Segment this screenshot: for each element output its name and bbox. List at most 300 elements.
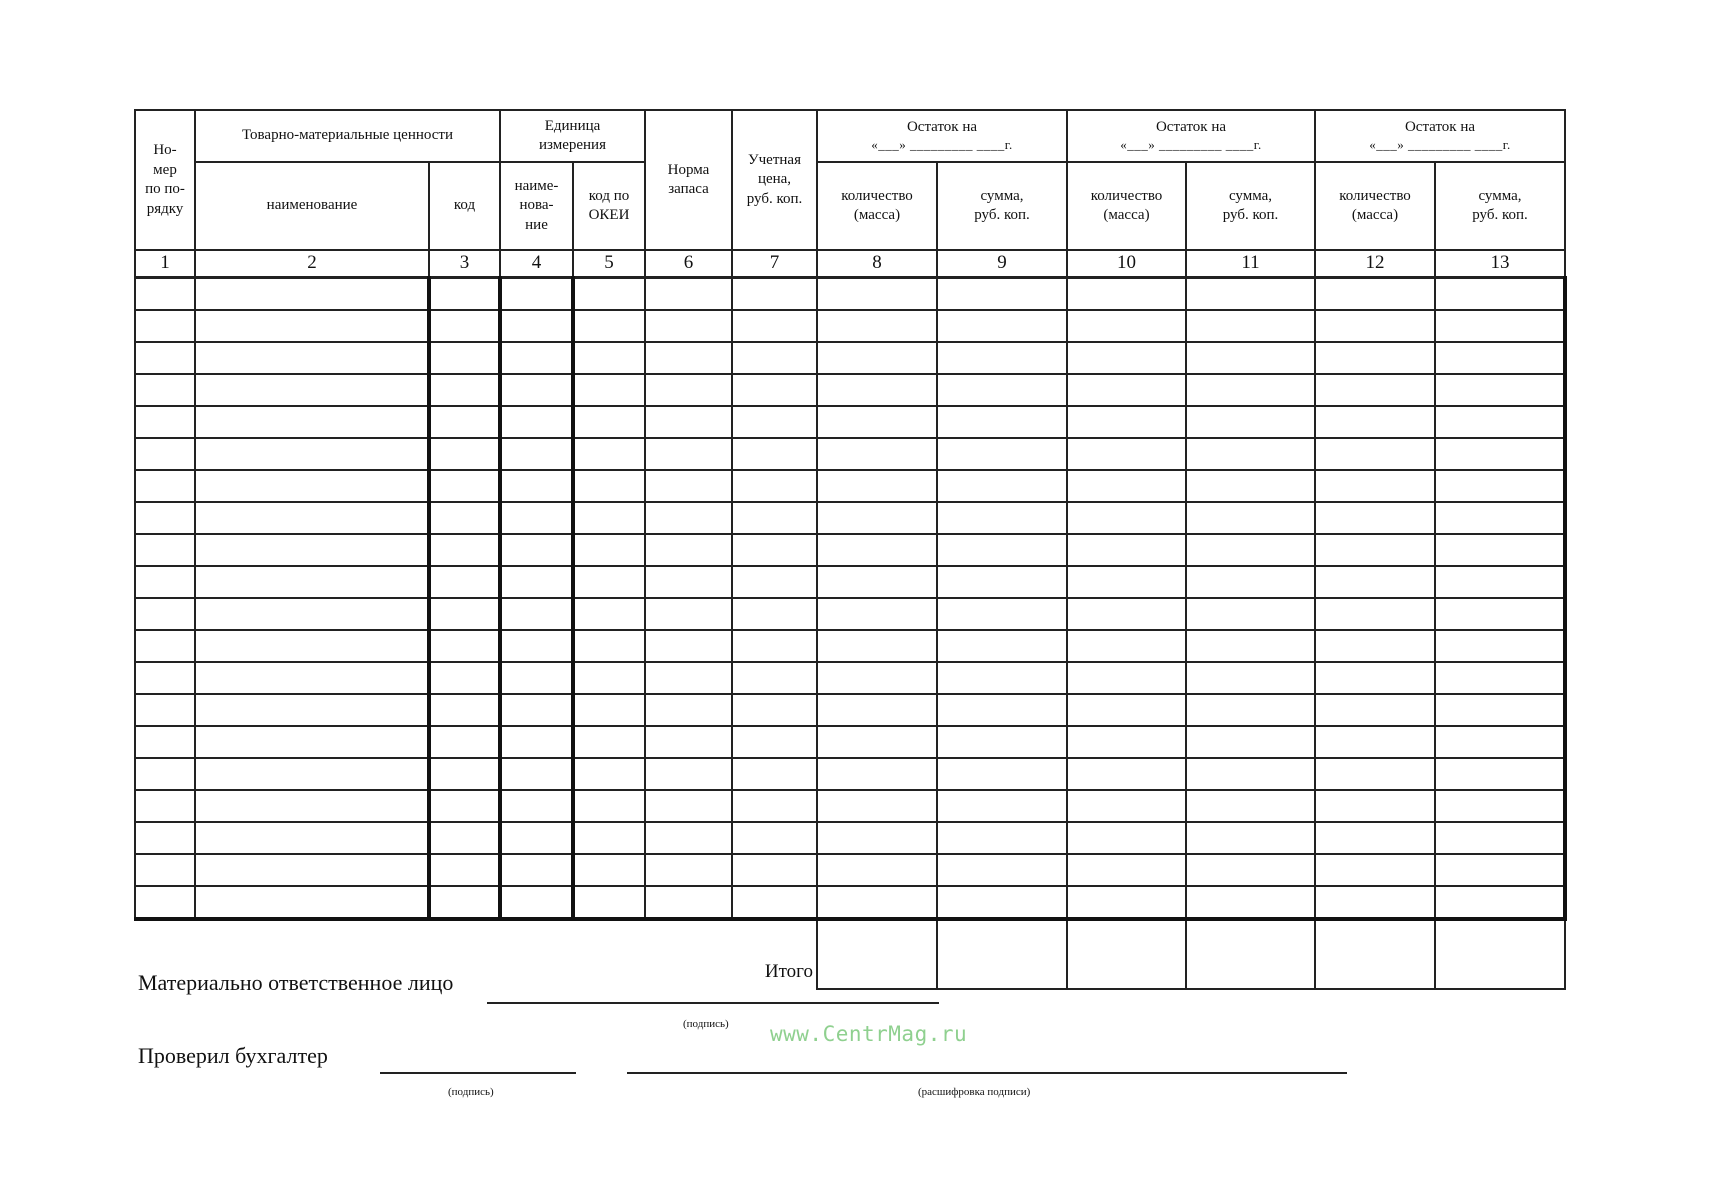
table-cell[interactable] bbox=[645, 886, 732, 919]
table-cell[interactable] bbox=[732, 278, 817, 311]
table-cell[interactable] bbox=[645, 374, 732, 406]
header-balance-1 bbox=[817, 110, 1067, 162]
table-cell[interactable] bbox=[573, 662, 645, 694]
table-cell[interactable] bbox=[135, 438, 195, 470]
header-balance-2 bbox=[1067, 110, 1315, 162]
table-cell[interactable] bbox=[645, 662, 732, 694]
table-cell[interactable] bbox=[817, 534, 937, 566]
table-cell[interactable] bbox=[500, 790, 573, 822]
table-cell[interactable] bbox=[429, 438, 500, 470]
table-cell[interactable] bbox=[645, 342, 732, 374]
table-cell[interactable] bbox=[937, 566, 1067, 598]
total-cell[interactable] bbox=[937, 919, 1067, 989]
balance-2-title: Остаток на bbox=[1155, 118, 1227, 135]
table-cell[interactable] bbox=[429, 790, 500, 822]
table-cell[interactable] bbox=[1067, 278, 1186, 311]
table-cell[interactable] bbox=[135, 374, 195, 406]
table-row bbox=[135, 630, 1565, 662]
table-cell[interactable] bbox=[1067, 726, 1186, 758]
table-cell[interactable] bbox=[1186, 598, 1315, 630]
table-cell[interactable] bbox=[732, 438, 817, 470]
header-price: Учетная цена, руб. коп. bbox=[732, 110, 817, 250]
table-cell[interactable] bbox=[937, 470, 1067, 502]
table-cell[interactable] bbox=[1315, 630, 1435, 662]
table-cell[interactable] bbox=[195, 662, 429, 694]
table-row bbox=[135, 694, 1565, 726]
table-cell[interactable] bbox=[1435, 854, 1565, 886]
table-cell[interactable] bbox=[817, 310, 937, 342]
table-cell[interactable] bbox=[732, 790, 817, 822]
table-cell[interactable] bbox=[500, 438, 573, 470]
column-number: 7 bbox=[732, 250, 817, 278]
table-cell[interactable] bbox=[1435, 342, 1565, 374]
table-cell[interactable] bbox=[135, 470, 195, 502]
table-cell[interactable] bbox=[645, 630, 732, 662]
table-cell[interactable] bbox=[1315, 822, 1435, 854]
table-cell[interactable] bbox=[500, 342, 573, 374]
table-cell[interactable] bbox=[732, 406, 817, 438]
table-cell[interactable] bbox=[645, 598, 732, 630]
total-cell[interactable] bbox=[1186, 919, 1315, 989]
table-cell[interactable] bbox=[645, 470, 732, 502]
table-cell[interactable] bbox=[195, 790, 429, 822]
table-cell[interactable] bbox=[937, 406, 1067, 438]
table-cell[interactable] bbox=[1186, 438, 1315, 470]
table-cell[interactable] bbox=[645, 406, 732, 438]
table-cell[interactable] bbox=[817, 470, 937, 502]
table-cell[interactable] bbox=[1435, 726, 1565, 758]
table-cell[interactable] bbox=[573, 854, 645, 886]
table-cell[interactable] bbox=[732, 566, 817, 598]
table-cell[interactable] bbox=[1315, 854, 1435, 886]
table-cell[interactable] bbox=[500, 566, 573, 598]
table-cell[interactable] bbox=[1315, 278, 1435, 311]
table-cell[interactable] bbox=[1315, 886, 1435, 919]
total-cell[interactable] bbox=[1067, 919, 1186, 989]
table-cell[interactable] bbox=[1315, 374, 1435, 406]
table-cell[interactable] bbox=[135, 406, 195, 438]
table-cell[interactable] bbox=[732, 534, 817, 566]
table-cell[interactable] bbox=[429, 630, 500, 662]
table-cell[interactable] bbox=[573, 502, 645, 534]
table-cell[interactable] bbox=[195, 822, 429, 854]
table-cell[interactable] bbox=[1315, 726, 1435, 758]
table-row bbox=[135, 886, 1565, 919]
table-cell[interactable] bbox=[645, 726, 732, 758]
table-cell[interactable] bbox=[500, 470, 573, 502]
table-cell[interactable] bbox=[1067, 758, 1186, 790]
table-cell[interactable] bbox=[500, 502, 573, 534]
table-cell[interactable] bbox=[135, 758, 195, 790]
table-cell[interactable] bbox=[573, 534, 645, 566]
table-cell[interactable] bbox=[817, 566, 937, 598]
table-cell[interactable] bbox=[645, 822, 732, 854]
table-cell[interactable] bbox=[817, 790, 937, 822]
table-cell[interactable] bbox=[937, 662, 1067, 694]
table-cell[interactable] bbox=[195, 598, 429, 630]
table-cell[interactable] bbox=[817, 278, 937, 311]
table-cell[interactable] bbox=[573, 406, 645, 438]
table-cell[interactable] bbox=[1315, 438, 1435, 470]
table-cell[interactable] bbox=[135, 854, 195, 886]
table-cell[interactable] bbox=[429, 310, 500, 342]
table-cell[interactable] bbox=[429, 758, 500, 790]
table-cell[interactable] bbox=[429, 726, 500, 758]
table-cell[interactable] bbox=[1315, 662, 1435, 694]
table-cell[interactable] bbox=[429, 534, 500, 566]
table-cell[interactable] bbox=[937, 726, 1067, 758]
table-cell[interactable] bbox=[817, 726, 937, 758]
table-cell[interactable] bbox=[573, 374, 645, 406]
table-cell[interactable] bbox=[817, 502, 937, 534]
table-cell[interactable] bbox=[1435, 662, 1565, 694]
table-cell[interactable] bbox=[1067, 342, 1186, 374]
table-cell[interactable] bbox=[500, 886, 573, 919]
table-cell[interactable] bbox=[732, 662, 817, 694]
table-cell[interactable] bbox=[429, 374, 500, 406]
table-cell[interactable] bbox=[1067, 502, 1186, 534]
table-cell[interactable] bbox=[1435, 566, 1565, 598]
table-row bbox=[135, 310, 1565, 342]
table-cell[interactable] bbox=[1186, 758, 1315, 790]
table-cell[interactable] bbox=[1315, 502, 1435, 534]
table-cell[interactable] bbox=[573, 694, 645, 726]
table-cell[interactable] bbox=[1186, 406, 1315, 438]
table-cell[interactable] bbox=[429, 278, 500, 311]
column-number: 9 bbox=[937, 250, 1067, 278]
table-cell[interactable] bbox=[500, 310, 573, 342]
table-cell[interactable] bbox=[573, 438, 645, 470]
table-cell[interactable] bbox=[937, 374, 1067, 406]
header-unit-name: наиме- нова- ние bbox=[500, 162, 573, 250]
header-row-number: Но- мер по по- рядку bbox=[135, 110, 195, 250]
table-cell[interactable] bbox=[732, 470, 817, 502]
table-cell[interactable] bbox=[732, 854, 817, 886]
table-cell[interactable] bbox=[195, 854, 429, 886]
table-cell[interactable] bbox=[500, 406, 573, 438]
table-cell[interactable] bbox=[573, 278, 645, 311]
table-row bbox=[135, 342, 1565, 374]
table-cell[interactable] bbox=[1186, 790, 1315, 822]
table-cell[interactable] bbox=[937, 310, 1067, 342]
table-cell[interactable] bbox=[1186, 694, 1315, 726]
table-cell[interactable] bbox=[1067, 886, 1186, 919]
table-cell[interactable] bbox=[500, 598, 573, 630]
table-cell[interactable] bbox=[732, 694, 817, 726]
table-cell[interactable] bbox=[135, 566, 195, 598]
header-amount-1: сумма, руб. коп. bbox=[937, 162, 1067, 250]
table-cell[interactable] bbox=[1067, 374, 1186, 406]
table-cell[interactable] bbox=[937, 534, 1067, 566]
table-cell[interactable] bbox=[645, 694, 732, 726]
table-cell[interactable] bbox=[645, 438, 732, 470]
table-cell[interactable] bbox=[573, 470, 645, 502]
table-cell[interactable] bbox=[1315, 534, 1435, 566]
total-cell[interactable] bbox=[1435, 919, 1565, 989]
table-cell[interactable] bbox=[1315, 342, 1435, 374]
table-cell[interactable] bbox=[195, 406, 429, 438]
table-cell[interactable] bbox=[937, 694, 1067, 726]
table-cell[interactable] bbox=[1186, 502, 1315, 534]
table-cell[interactable] bbox=[573, 758, 645, 790]
header-stock-norm: Норма запаса bbox=[645, 110, 732, 250]
table-cell[interactable] bbox=[1435, 598, 1565, 630]
header-amount-3: сумма, руб. коп. bbox=[1435, 162, 1565, 250]
table-cell[interactable] bbox=[817, 694, 937, 726]
table-cell[interactable] bbox=[1067, 534, 1186, 566]
table-cell[interactable] bbox=[937, 278, 1067, 311]
table-cell[interactable] bbox=[429, 470, 500, 502]
table-row bbox=[135, 566, 1565, 598]
table-cell[interactable] bbox=[195, 726, 429, 758]
table-cell[interactable] bbox=[573, 790, 645, 822]
table-cell[interactable] bbox=[645, 502, 732, 534]
table-cell[interactable] bbox=[195, 278, 429, 311]
table-cell[interactable] bbox=[135, 790, 195, 822]
accountant-signature-line[interactable] bbox=[380, 1072, 576, 1074]
table-cell[interactable] bbox=[1315, 470, 1435, 502]
table-cell[interactable] bbox=[1186, 854, 1315, 886]
table-cell[interactable] bbox=[1435, 886, 1565, 919]
table-cell[interactable] bbox=[195, 374, 429, 406]
table-cell[interactable] bbox=[732, 726, 817, 758]
table-cell[interactable] bbox=[429, 822, 500, 854]
table-cell[interactable] bbox=[573, 822, 645, 854]
table-cell[interactable] bbox=[1067, 598, 1186, 630]
table-cell[interactable] bbox=[645, 534, 732, 566]
table-cell[interactable] bbox=[1067, 310, 1186, 342]
table-cell[interactable] bbox=[135, 310, 195, 342]
table-cell[interactable] bbox=[937, 886, 1067, 919]
table-cell[interactable] bbox=[195, 758, 429, 790]
table-cell[interactable] bbox=[937, 790, 1067, 822]
header-goods-group: Товарно-материальные ценности bbox=[195, 110, 500, 162]
table-cell[interactable] bbox=[817, 630, 937, 662]
table-cell[interactable] bbox=[937, 598, 1067, 630]
table-cell[interactable] bbox=[1067, 822, 1186, 854]
table-row bbox=[135, 662, 1565, 694]
table-cell[interactable] bbox=[429, 598, 500, 630]
table-cell[interactable] bbox=[1315, 758, 1435, 790]
total-spacer bbox=[573, 919, 645, 989]
table-cell[interactable] bbox=[1186, 662, 1315, 694]
table-cell[interactable] bbox=[817, 758, 937, 790]
table-cell[interactable] bbox=[135, 822, 195, 854]
table-cell[interactable] bbox=[195, 310, 429, 342]
table-cell[interactable] bbox=[645, 566, 732, 598]
table-cell[interactable] bbox=[195, 886, 429, 919]
table-cell[interactable] bbox=[1186, 374, 1315, 406]
responsible-signature-caption: (подпись) bbox=[683, 1018, 729, 1030]
table-cell[interactable] bbox=[1435, 374, 1565, 406]
table-cell[interactable] bbox=[135, 726, 195, 758]
table-cell[interactable] bbox=[573, 598, 645, 630]
table-cell[interactable] bbox=[817, 598, 937, 630]
table-cell[interactable] bbox=[573, 726, 645, 758]
table-cell[interactable] bbox=[500, 630, 573, 662]
table-cell[interactable] bbox=[1435, 406, 1565, 438]
table-cell[interactable] bbox=[1186, 342, 1315, 374]
table-cell[interactable] bbox=[1435, 438, 1565, 470]
table-cell[interactable] bbox=[573, 310, 645, 342]
table-cell[interactable] bbox=[429, 502, 500, 534]
table-cell[interactable] bbox=[195, 694, 429, 726]
table-cell[interactable] bbox=[732, 598, 817, 630]
table-cell[interactable] bbox=[1186, 534, 1315, 566]
table-cell[interactable] bbox=[732, 374, 817, 406]
table-cell[interactable] bbox=[500, 726, 573, 758]
table-cell[interactable] bbox=[1186, 278, 1315, 311]
table-cell[interactable] bbox=[1435, 630, 1565, 662]
table-cell[interactable] bbox=[135, 598, 195, 630]
table-cell[interactable] bbox=[817, 374, 937, 406]
table-cell[interactable] bbox=[1315, 566, 1435, 598]
table-cell[interactable] bbox=[732, 342, 817, 374]
table-cell[interactable] bbox=[1435, 758, 1565, 790]
table-cell[interactable] bbox=[500, 534, 573, 566]
column-number: 2 bbox=[195, 250, 429, 278]
table-cell[interactable] bbox=[135, 662, 195, 694]
table-cell[interactable] bbox=[1315, 310, 1435, 342]
table-cell[interactable] bbox=[937, 342, 1067, 374]
accountant-signature-caption: (подпись) bbox=[448, 1086, 494, 1098]
table-cell[interactable] bbox=[817, 406, 937, 438]
table-cell[interactable] bbox=[732, 630, 817, 662]
table-cell[interactable] bbox=[195, 534, 429, 566]
balance-1-date: «___» _________ ____г. bbox=[871, 137, 1013, 153]
table-cell[interactable] bbox=[645, 758, 732, 790]
table-cell[interactable] bbox=[573, 342, 645, 374]
table-cell[interactable] bbox=[937, 758, 1067, 790]
table-cell[interactable] bbox=[732, 502, 817, 534]
table-cell[interactable] bbox=[937, 630, 1067, 662]
table-cell[interactable] bbox=[1067, 470, 1186, 502]
table-cell[interactable] bbox=[195, 566, 429, 598]
table-cell[interactable] bbox=[645, 310, 732, 342]
table-cell[interactable] bbox=[195, 438, 429, 470]
table-cell[interactable] bbox=[1435, 278, 1565, 311]
table-cell[interactable] bbox=[429, 854, 500, 886]
table-cell[interactable] bbox=[1186, 566, 1315, 598]
table-cell[interactable] bbox=[817, 342, 937, 374]
table-cell[interactable] bbox=[1315, 598, 1435, 630]
table-cell[interactable] bbox=[429, 406, 500, 438]
table-cell[interactable] bbox=[1067, 790, 1186, 822]
table-cell[interactable] bbox=[732, 886, 817, 919]
column-number: 11 bbox=[1186, 250, 1315, 278]
table-cell[interactable] bbox=[135, 694, 195, 726]
column-number: 3 bbox=[429, 250, 500, 278]
table-cell[interactable] bbox=[1435, 822, 1565, 854]
table-cell[interactable] bbox=[645, 790, 732, 822]
table-cell[interactable] bbox=[1435, 502, 1565, 534]
table-cell[interactable] bbox=[1067, 694, 1186, 726]
table-cell[interactable] bbox=[645, 854, 732, 886]
table-cell[interactable] bbox=[1067, 630, 1186, 662]
table-cell[interactable] bbox=[500, 374, 573, 406]
table-cell[interactable] bbox=[1435, 310, 1565, 342]
table-cell[interactable] bbox=[1067, 662, 1186, 694]
table-cell[interactable] bbox=[500, 758, 573, 790]
table-cell[interactable] bbox=[500, 854, 573, 886]
table-cell[interactable] bbox=[1315, 694, 1435, 726]
table-cell[interactable] bbox=[429, 694, 500, 726]
table-cell[interactable] bbox=[1186, 470, 1315, 502]
table-cell[interactable] bbox=[135, 534, 195, 566]
table-cell[interactable] bbox=[1315, 790, 1435, 822]
table-cell[interactable] bbox=[429, 662, 500, 694]
table-cell[interactable] bbox=[135, 342, 195, 374]
table-cell[interactable] bbox=[817, 662, 937, 694]
table-cell[interactable] bbox=[1186, 886, 1315, 919]
table-cell[interactable] bbox=[732, 758, 817, 790]
table-cell[interactable] bbox=[817, 822, 937, 854]
accountant-label: Проверил бухгалтер bbox=[138, 1043, 328, 1068]
table-cell[interactable] bbox=[732, 310, 817, 342]
responsible-signature-line[interactable] bbox=[487, 1002, 939, 1004]
table-cell[interactable] bbox=[429, 566, 500, 598]
table-cell[interactable] bbox=[1067, 854, 1186, 886]
table-cell[interactable] bbox=[573, 566, 645, 598]
table-cell[interactable] bbox=[1067, 406, 1186, 438]
table-cell[interactable] bbox=[1435, 470, 1565, 502]
table-cell[interactable] bbox=[937, 854, 1067, 886]
table-cell[interactable] bbox=[1186, 310, 1315, 342]
table-row bbox=[135, 534, 1565, 566]
table-cell[interactable] bbox=[1435, 790, 1565, 822]
table-cell[interactable] bbox=[195, 470, 429, 502]
table-cell[interactable] bbox=[135, 502, 195, 534]
table-cell[interactable] bbox=[429, 342, 500, 374]
accountant-decode-line[interactable] bbox=[627, 1072, 1347, 1074]
total-cell[interactable] bbox=[817, 919, 937, 989]
table-cell[interactable] bbox=[817, 854, 937, 886]
table-cell[interactable] bbox=[195, 342, 429, 374]
header-quantity-1: количество (масса) bbox=[817, 162, 937, 250]
table-cell[interactable] bbox=[429, 886, 500, 919]
table-cell[interactable] bbox=[1435, 534, 1565, 566]
table-cell[interactable] bbox=[573, 630, 645, 662]
table-cell[interactable] bbox=[1186, 630, 1315, 662]
table-cell[interactable] bbox=[817, 438, 937, 470]
table-cell[interactable] bbox=[135, 886, 195, 919]
table-cell[interactable] bbox=[1315, 406, 1435, 438]
table-cell[interactable] bbox=[195, 502, 429, 534]
table-cell[interactable] bbox=[937, 438, 1067, 470]
table-cell[interactable] bbox=[1186, 726, 1315, 758]
table-cell[interactable] bbox=[1186, 822, 1315, 854]
total-cell[interactable] bbox=[1315, 919, 1435, 989]
table-cell[interactable] bbox=[817, 886, 937, 919]
table-cell[interactable] bbox=[135, 630, 195, 662]
table-cell[interactable] bbox=[135, 278, 195, 311]
table-cell[interactable] bbox=[500, 822, 573, 854]
table-cell[interactable] bbox=[573, 886, 645, 919]
table-cell[interactable] bbox=[500, 662, 573, 694]
table-cell[interactable] bbox=[195, 630, 429, 662]
table-cell[interactable] bbox=[732, 822, 817, 854]
table-cell[interactable] bbox=[937, 502, 1067, 534]
table-cell[interactable] bbox=[937, 822, 1067, 854]
table-cell[interactable] bbox=[500, 694, 573, 726]
table-cell[interactable] bbox=[1435, 694, 1565, 726]
table-cell[interactable] bbox=[645, 278, 732, 311]
table-row bbox=[135, 406, 1565, 438]
table-cell[interactable] bbox=[1067, 566, 1186, 598]
table-row bbox=[135, 470, 1565, 502]
table-cell[interactable] bbox=[500, 278, 573, 311]
table-cell[interactable] bbox=[1067, 438, 1186, 470]
